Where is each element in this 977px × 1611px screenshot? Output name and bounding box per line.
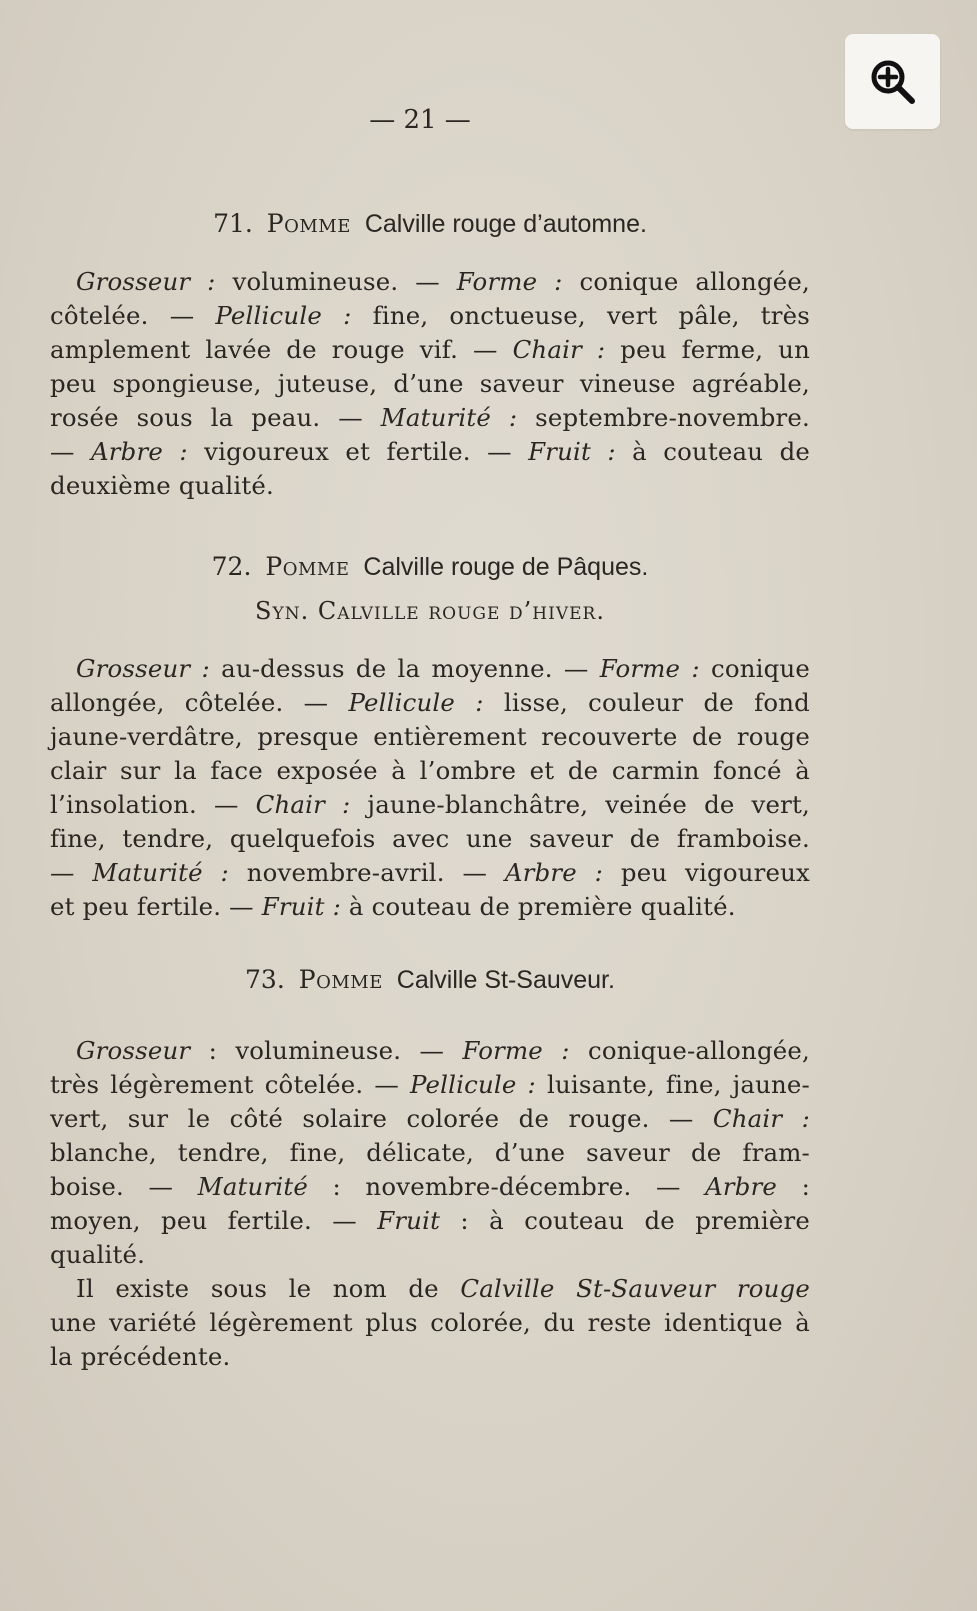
entry-description-71 [50, 265, 810, 503]
zoom-in-icon [868, 57, 918, 107]
field-text: peu vigoureux [603, 858, 810, 887]
text-line [50, 435, 810, 469]
field-text: côtelée. — [50, 301, 216, 330]
text-line [50, 1238, 810, 1272]
entry-number: 73. [245, 965, 285, 994]
field-text: clair sur la face exposée à l’ombre et de carmin foncé à [50, 756, 810, 785]
field-text: boise. — [50, 1172, 198, 1201]
field-text: — [50, 437, 91, 466]
field-text: — [50, 858, 93, 887]
field-label: Chair : [255, 790, 351, 819]
text-line [50, 367, 810, 401]
text-line [50, 856, 810, 890]
field-text: une variété légèrement plus colorée, du reste identique à [50, 1308, 810, 1337]
text-line [50, 1034, 810, 1068]
entry-name: Calville rouge d’automne. [364, 210, 647, 238]
field-label: Grosseur : [76, 654, 210, 683]
field-text: conique-allongée, [569, 1036, 810, 1065]
text-line [50, 1136, 810, 1170]
field-text: novembre-avril. — [228, 858, 505, 887]
field-text: jaune-verdâtre, presque entièrement recouverte de rouge [50, 722, 810, 751]
field-text: peu spongieuse, juteuse, d’une saveur vineuse agréable, [50, 369, 810, 398]
field-text: conique [699, 654, 811, 683]
field-text: allongée, côtelée. — [50, 688, 349, 717]
entry-heading-71 [50, 208, 810, 240]
field-text: rosée sous la peau. — [50, 403, 381, 432]
field-label: Chair : [512, 335, 606, 364]
field-label: Fruit : [261, 892, 341, 921]
book-page [50, 100, 810, 1374]
entry-note-73 [50, 1272, 810, 1374]
field-text: amplement lavée de rouge vif. — [50, 335, 513, 364]
field-text: peu ferme, un [605, 335, 810, 364]
field-text: lisse, couleur de fond [483, 688, 810, 717]
field-label: Arbre [705, 1172, 778, 1201]
text-line [50, 1340, 810, 1374]
entry-number: 72. [211, 552, 252, 581]
field-text: très légèrement côtelée. — [50, 1070, 410, 1099]
text-line [50, 1068, 810, 1102]
entry-heading-73 [50, 964, 810, 996]
field-text: fine, onctueuse, vert pâle, très [351, 301, 810, 330]
field-label: Forme : [599, 654, 700, 683]
entry-name: Calville rouge de Pâques. [363, 553, 649, 581]
text-line [50, 890, 810, 924]
field-text: au-dessus de la moyenne. — [209, 654, 600, 683]
field-text: et peu fertile. — [50, 892, 262, 921]
entry-prefix: Pomme [298, 965, 383, 994]
text-line [50, 788, 810, 822]
field-label: Chair : [712, 1104, 810, 1133]
text-line [50, 822, 810, 856]
text-line [50, 401, 810, 435]
text-line [50, 686, 810, 720]
field-label: Pellicule : [409, 1070, 536, 1099]
field-text: fine, tendre, quelquefois avec une saveur de framboise. [50, 824, 810, 853]
entry-prefix: Pomme [265, 552, 350, 581]
field-text: volumineuse. — [215, 267, 457, 296]
field-text: moyen, peu fertile. — [50, 1206, 378, 1235]
zoom-button[interactable] [845, 34, 940, 129]
text-line [50, 265, 810, 299]
entry-description-73 [50, 1034, 810, 1272]
field-label: Fruit : [528, 437, 616, 466]
entry-name: Calville St-Sauveur. [396, 966, 615, 994]
entry-prefix: Pomme [266, 209, 351, 238]
entry-description-72 [50, 652, 810, 924]
text-line [50, 1204, 810, 1238]
field-text: deuxième qualité. [50, 471, 274, 500]
text-line [50, 652, 810, 686]
field-label: Maturité [197, 1172, 308, 1201]
entry-heading-72 [50, 551, 810, 583]
field-label: Forme : [456, 267, 563, 296]
field-text: luisante, fine, jaune- [535, 1070, 810, 1099]
field-text: conique allongée, [562, 267, 810, 296]
field-text: la précédente. [50, 1342, 231, 1371]
field-label: Grosseur : [76, 267, 216, 296]
field-label: Maturité : [380, 403, 518, 432]
entry-number: 71. [213, 209, 253, 238]
text-line [50, 299, 810, 333]
field-text: Il existe sous le nom de [76, 1274, 461, 1303]
field-label: Calville St-Sauveur rouge [460, 1274, 810, 1303]
field-text: : [777, 1172, 811, 1201]
page-number: — 21 — [369, 105, 471, 135]
text-line [50, 1272, 810, 1306]
field-text: blanche, tendre, fine, délicate, d’une saveur de fram- [50, 1138, 810, 1167]
field-text: : volumineuse. — [190, 1036, 463, 1065]
text-line [50, 754, 810, 788]
field-label: Pellicule : [215, 301, 352, 330]
field-text: septembre-novembre. [517, 403, 810, 432]
text-line [50, 1170, 810, 1204]
field-label: Pellicule : [348, 688, 484, 717]
field-text: à couteau de première qualité. [340, 892, 736, 921]
field-label: Arbre : [504, 858, 604, 887]
text-line [50, 333, 810, 367]
field-text: : à couteau de première [440, 1206, 810, 1235]
field-text: qualité. [50, 1240, 146, 1269]
field-text: à couteau de [615, 437, 811, 466]
field-label: Grosseur [76, 1036, 191, 1065]
field-text: l’insolation. — [50, 790, 256, 819]
field-label: Fruit [377, 1206, 441, 1235]
field-text: jaune-blanchâtre, veinée de vert, [350, 790, 810, 819]
entry-synonym-72: Syn. Calville rouge d’hiver. [255, 597, 605, 625]
field-label: Maturité : [92, 858, 229, 887]
text-line [50, 1102, 810, 1136]
text-line [50, 720, 810, 754]
field-label: Arbre : [90, 437, 188, 466]
field-text: vert, sur le côté solaire colorée de rouge. — [50, 1104, 713, 1133]
text-line [50, 469, 810, 503]
field-text: : novembre-décembre. — [307, 1172, 706, 1201]
field-text: vigoureux et fertile. — [187, 437, 529, 466]
text-line [50, 1306, 810, 1340]
field-label: Forme : [462, 1036, 570, 1065]
